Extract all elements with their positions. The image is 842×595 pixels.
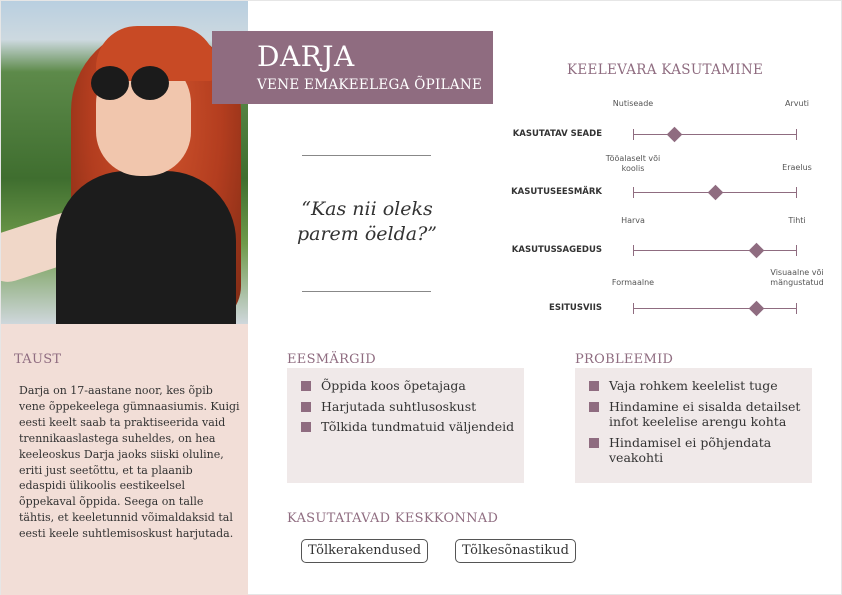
scale-right-label: Visuaalne või mängustatud: [770, 268, 824, 287]
persona-name: DARJA: [257, 40, 355, 73]
list-item: [589, 399, 804, 430]
problems-title: PROBLEEMID: [575, 352, 674, 367]
environment-tag-translation-dictionaries: Tõlkesõnastikud: [455, 539, 576, 563]
scale-tick-left: [633, 303, 634, 314]
bullet-square-icon: [589, 381, 599, 391]
scale-purpose: [471, 154, 842, 214]
bullet-square-icon: [301, 422, 311, 432]
scale-tick-left: [633, 187, 634, 198]
scale-line: [633, 250, 797, 251]
usage-title: KEELEVARA KASUTAMINE: [567, 62, 764, 78]
scale-marker: [707, 185, 723, 201]
list-item: [589, 378, 804, 394]
background-text: Darja on 17-aastane noor, kes õpib vene õppekeelega gümnaasiumis. Kuigi eesti keelt saab ta praktiseerida vaid trennikaaslastega suheldes, on hea keeleoskus Darja jaoks siiski oluline, eriti just seetõttu, et ta plaanib edaspidi ülikoolis eestikeelsel õppekaval õppida. Seega on talle tähtis, et keeletunnid võimaldaksid tal eesti keele suhtlemisoskust harjutada.: [19, 384, 240, 541]
list-item-text: Hindamine ei sisalda detailset infot keelelise arengu kohta: [609, 398, 801, 429]
scale-left-label: Harva: [621, 216, 645, 225]
scale-left-label: Nutiseade: [612, 99, 654, 108]
scale-marker: [666, 127, 682, 143]
scale-right-label: Tihti: [788, 216, 806, 225]
bullet-square-icon: [301, 402, 311, 412]
quote-divider-bottom: [302, 291, 431, 292]
scale-tick-left: [633, 245, 634, 256]
list-item: [589, 435, 804, 466]
scale-marker: [748, 243, 764, 259]
list-item-text: Vaja rohkem keelelist tuge: [609, 378, 778, 393]
quote-line-2: parem öelda?”: [296, 223, 438, 245]
environment-tag-translation-apps: Tõlkerakendused: [301, 539, 428, 563]
scale-tick-right: [796, 187, 797, 198]
list-item: [301, 399, 516, 415]
list-item: [301, 419, 516, 435]
quote-line-1: “Kas nii oleks: [301, 198, 433, 220]
scale-label: KASUTUSSAGEDUS: [511, 245, 602, 255]
scale-label: KASUTATAV SEADE: [512, 129, 602, 139]
scale-tick-right: [796, 303, 797, 314]
background-panel: [1, 324, 248, 595]
environments-title: KASUTATAVAD KESKKONNAD: [287, 511, 499, 526]
list-item-text: Hindamisel ei põhjendata veakohti: [609, 434, 772, 465]
bullet-square-icon: [589, 438, 599, 448]
bullet-square-icon: [589, 402, 599, 412]
scale-presentation: [471, 268, 842, 328]
scale-tick-right: [796, 129, 797, 140]
list-item-text: Tõlkida tundmatuid väljendeid: [321, 419, 515, 434]
list-item-text: Harjutada suhtlusoskust: [321, 398, 477, 414]
persona-quote: [277, 197, 457, 247]
goals-title: EESMÄRGID: [287, 352, 377, 367]
persona-photo: [1, 1, 248, 324]
problems-list: [575, 368, 812, 483]
scale-frequency: [471, 216, 842, 276]
scale-tick-right: [796, 245, 797, 256]
name-banner: [212, 31, 493, 104]
list-item: [301, 378, 516, 394]
scale-left-label: Tööalaselt või koolis: [605, 154, 661, 173]
scale-label: ESITUSVIIS: [549, 303, 602, 313]
bullet-square-icon: [301, 381, 311, 391]
list-item-text: Õppida koos õpetajaga: [321, 378, 466, 393]
scale-right-label: Eraelus: [782, 163, 812, 172]
scale-right-label: Arvuti: [785, 99, 809, 108]
scale-label: KASUTUSEESMÄRK: [511, 187, 602, 197]
goals-list: [287, 368, 524, 483]
scale-marker: [748, 301, 764, 317]
quote-divider-top: [302, 155, 431, 156]
scale-left-label: Formaalne: [611, 278, 655, 287]
scale-line: [633, 308, 797, 309]
scale-tick-left: [633, 129, 634, 140]
persona-role: VENE EMAKEELEGA ÕPILANE: [257, 77, 483, 93]
scale-device: [471, 99, 842, 159]
scale-line: [633, 134, 797, 135]
background-title: TAUST: [14, 352, 62, 367]
